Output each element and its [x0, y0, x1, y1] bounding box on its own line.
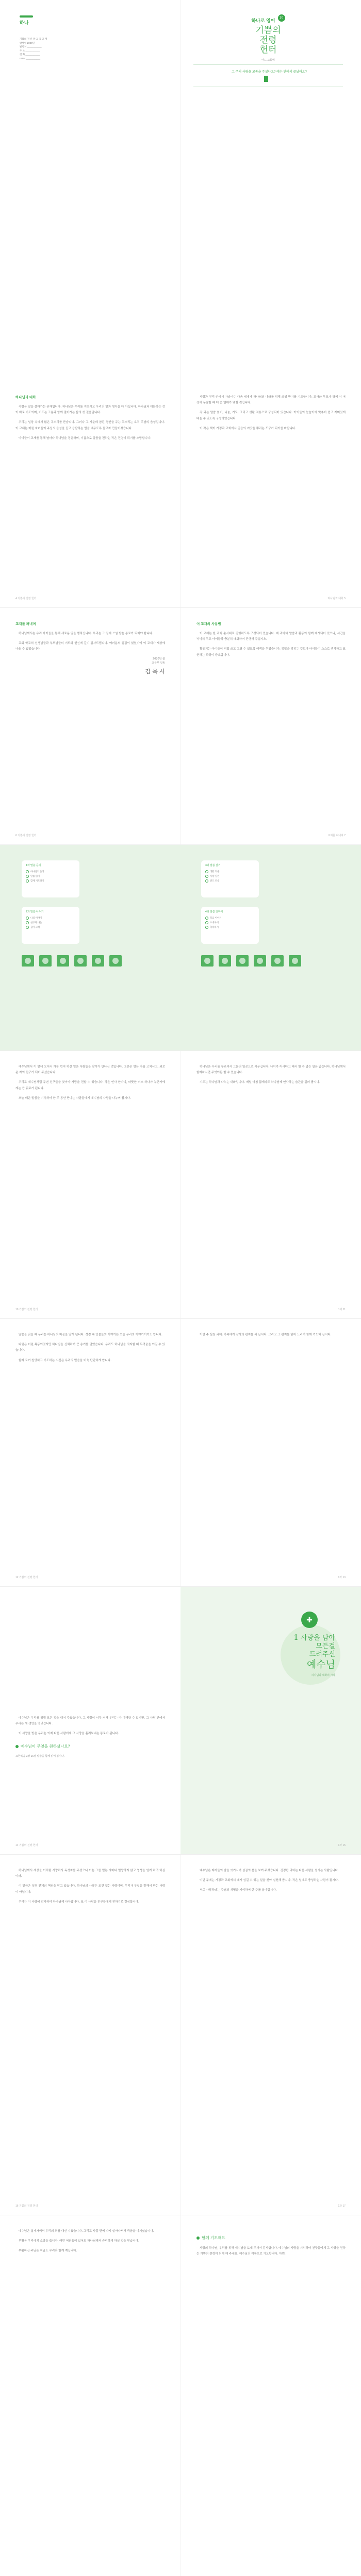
chapter-one-right-page [180, 1051, 361, 1318]
colophon-line: 발행처 ___________ [20, 45, 42, 48]
publisher-logo [20, 15, 38, 31]
page-number: 1과 17 [338, 2205, 346, 2208]
intro-spread [0, 381, 361, 608]
card-item [205, 920, 255, 925]
colophon [20, 37, 87, 61]
paragraph: 하나님은 우리를 부르셔서 그분의 일꾼으로 세우십니다. 나이가 어리다고 해서 할 수 없는 일은 없습니다. 하나님께서 함께하시면 무엇이든 할 수 있습니다. [196, 1065, 346, 1075]
cover-left-page [0, 0, 180, 381]
page-number: 10 기쁨의 전령 헌터 [15, 1308, 38, 1311]
lesson-three-right-page [180, 2215, 361, 2576]
paragraph: 이번 주 실천 과제: 가족에게 감사의 편지를 써 봅시다. 그리고 그 편지를 읽어 드리며 함께 기도해 봅시다. [200, 1333, 332, 1336]
paragraph: 사랑과 진리 안에서 자라나는 다음 세대가 하나님의 나라를 위해 쓰임 받기를 기도합니다. 교사와 부모가 함께 이 여정에 동참할 때 더 큰 열매가 맺힐 것입니다. [196, 396, 346, 405]
card-item-label: 복음 이야기 [210, 917, 222, 919]
card-item [205, 874, 255, 878]
card-item [26, 920, 75, 925]
lesson-left-page [0, 1319, 180, 1586]
bookmark-icon [264, 76, 268, 82]
book-icon [201, 955, 214, 967]
issue-number: 10 [278, 14, 285, 22]
card-item-label: 초대하기 [210, 921, 219, 924]
curriculum-card [22, 907, 79, 944]
people-icon [219, 955, 231, 967]
lesson-two-left-page [0, 1855, 180, 2215]
cross-icon [254, 955, 266, 967]
page-number: 14 기쁨의 전령 헌터 [15, 1844, 38, 1847]
chapter-one-left-page [0, 1051, 180, 1318]
paragraph: 부활은 우리에게 소망을 줍니다. 어떤 어려움이 있어도 하나님께서 승리하게 하실 것을 믿습니다. [19, 2240, 139, 2243]
lesson-question: 예수님이 무엇을 원하셨나요? [15, 1743, 165, 1749]
paragraph: 다윗은 어린 목동이었지만 하나님을 신뢰하여 큰 용기를 얻었습니다. 우리도 하나님을 의지할 때 두려움을 이길 수 있습니다. [15, 1343, 165, 1352]
cover-title [237, 26, 299, 55]
paragraph: 부활하신 주님은 지금도 우리와 함께 계십니다. [19, 2249, 77, 2253]
divider [193, 64, 343, 65]
page-number: 16 기쁨의 전령 헌터 [15, 2205, 38, 2208]
card-item-label: 전도 연습 [210, 879, 220, 882]
lesson-three-spread [0, 2215, 361, 2576]
chapter-subtitle: 하나님과 대화의 시작 [311, 1674, 335, 1677]
chapter-title-spread [0, 1587, 361, 1855]
paragraph: 서로 사랑하라는 주님의 계명을 기억하며 한 주를 살아갑시다. [200, 1889, 277, 1892]
paragraph: 이번 주에는 가정과 교회에서 내가 섬길 수 있는 일을 찾아 실천해 봅시다. 작은 일에도 충성하는 사람이 됩시다. [200, 1879, 339, 1883]
cover-kicker: 하나로 영어 [251, 18, 275, 23]
paragraph: 각 과는 말씀 읽기, 나눔, 기도, 그리고 생활 적용으로 구성되어 있습니다. 아이들의 눈높이에 맞추어 쉽고 재미있게 배울 수 있도록 구성하였습니다. [196, 411, 346, 420]
chapter-two-left-page [0, 1587, 180, 1854]
page-number: 6 기쁨의 전령 헌터 [15, 834, 37, 837]
heart-icon [57, 955, 69, 967]
body-text [15, 1716, 165, 1737]
paragraph: 사람은 말을 살아가는 존재입니다. 하나님은 우리를 지으시고 우리의 말과 생각을 다 아십니다. 하나님과 대화하는 것이 바로 기도이며, 기도는 그분과 함께 걸어가는 삶의 첫 걸음입니다. [15, 405, 165, 415]
signature: 김 목 사 [145, 668, 165, 675]
body-text [196, 395, 346, 432]
cross-icon: ✚ [301, 1612, 318, 1628]
people-icon [39, 955, 52, 967]
card-item-label: 감사 고백 [30, 926, 40, 928]
logo-text: 하나 [20, 20, 29, 25]
curriculum-card [22, 860, 79, 897]
signature-date: 2020년 봄 [153, 657, 165, 660]
prayer-heading: 함께 기도해요 [196, 2235, 346, 2241]
chapter-one-spread [0, 1051, 361, 1319]
body-text [15, 2229, 165, 2255]
cover-title-block [237, 14, 299, 62]
lesson-spread [0, 1319, 361, 1587]
activity-icons-left [22, 955, 122, 967]
book-icon [22, 955, 34, 967]
cover-title-line: 기쁨의 [255, 25, 281, 36]
dove-icon [289, 955, 301, 967]
card-item-label: 하나님의 음성 [30, 870, 44, 873]
cross-icon [74, 955, 87, 967]
card-item-label: 함께 기도하기 [30, 879, 44, 882]
page-number: 1과 13 [338, 1576, 346, 1579]
lesson-three-left-page [0, 2215, 180, 2576]
lesson-two-spread [0, 1855, 361, 2215]
chapter-title-line: 예수님 [306, 1659, 335, 1670]
cover-spread [0, 0, 361, 381]
body-text [196, 1868, 346, 1894]
body-text [15, 1868, 165, 1905]
page-number: 1과 11 [338, 1308, 346, 1311]
chapter-number: 1 [293, 1633, 299, 1642]
card-item [205, 869, 255, 874]
colophon-line: 발행일 2020년 [20, 41, 35, 44]
section-heading: 이 교재의 사용법 [196, 622, 221, 626]
card-title: 4과 말씀 전하기 [205, 910, 223, 913]
paragraph: 이 말씀은 성경 전체의 핵심을 담고 있습니다. 하나님의 사랑은 조건 없는 사랑이며, 우리가 무엇을 잘해서 받는 사랑이 아닙니다. [15, 1885, 165, 1894]
lesson-two-right-page [180, 1855, 361, 2215]
cover-series: 어느 교회에 [261, 59, 275, 62]
card-item-label: 친구와 나눔 [30, 921, 42, 924]
card-item-label: 말씀 읽기 [30, 875, 40, 877]
activity-icons-right [201, 955, 301, 967]
paragraph: 함께 모여 찬양하고 기도하는 시간은 우리의 믿음을 더욱 단단하게 합니다. [19, 1359, 111, 1362]
body-text [15, 404, 165, 442]
body-text [196, 631, 346, 658]
colophon-line: ISBN ___________ [20, 57, 41, 60]
card-title: 1과 말씀 듣기 [26, 864, 41, 867]
card-item [26, 869, 75, 874]
signature-org: 교육부 일동 [152, 661, 165, 665]
paragraph: 활동지는 아이들이 직접 쓰고 그릴 수 있도록 여백을 두었습니다. 정답을 맞히는 것보다 아이들이 스스로 생각하고 표현하는 과정이 중요합니다. [196, 648, 346, 657]
page-number: 12 기쁨의 전령 헌터 [15, 1576, 38, 1579]
paragraph: 우리도 예수님처럼 주변 친구들을 찾아가 사랑을 전할 수 있습니다. 작은 인사 한마디, 따뜻한 미소 하나가 누군가에게는 큰 위로가 됩니다. [15, 1081, 165, 1090]
card-title: 2과 말씀 나누기 [26, 910, 44, 913]
body-text [196, 1064, 346, 1086]
card-item-label: 축복하기 [210, 926, 219, 928]
card-title: 3과 말씀 살기 [205, 864, 221, 867]
section-heading: 교재를 펴내며 [15, 622, 36, 626]
paragraph: 예수님은 십자가에서 우리의 죄를 대신 지셨습니다. 그리고 사흘 만에 다시 살아나셔서 죽음을 이기셨습니다. [19, 2230, 154, 2233]
paragraph: 예수님께서 이 땅에 오셔서 가장 먼저 하신 일은 사람들을 찾아가 만나신 것입니다. 그분은 병든 자를 고치시고, 외로운 자의 친구가 되어 주셨습니다. [15, 1065, 165, 1075]
paragraph: 이 사랑을 받은 우리는 이제 다른 사람에게 그 사랑을 흘려보내는 통로가 됩니다. [19, 1732, 119, 1736]
card-item [205, 925, 255, 929]
preface-left-page [0, 608, 180, 844]
card-item [205, 916, 255, 920]
chapter-title-line: 드려주신 [309, 1651, 335, 1658]
paragraph: 이 교재는 한 과씩 순서대로 진행하도록 구성되어 있습니다. 매 과마다 말씀과 활동이 함께 제시되어 있으니, 시간을 넉넉히 두고 아이들과 충분히 대화하며 진행해 주십시오. [196, 632, 346, 641]
cover-question: 그 주의 사람을 고통을 주셨나요? 예수 안에서 끝났어요? [232, 71, 307, 74]
paragraph: 우리는 이 사랑에 감사하며 하나님께 나아갑니다. 또 이 사랑을 친구들에게 전하기로 결심합니다. [19, 1900, 139, 1904]
paragraph: 말씀을 읽을 때 우리는 하나님의 마음을 알게 됩니다. 성경 속 인물들의 이야기는 오늘 우리의 이야기이기도 합니다. [19, 1333, 162, 1336]
preface-spread [0, 608, 361, 845]
curriculum-spread [0, 845, 361, 1051]
intro-left-page [0, 381, 180, 607]
dove-icon [109, 955, 122, 967]
paragraph: 사랑의 하나님, 우리를 위해 예수님을 보내 주셔서 감사합니다. 예수님의 사랑을 기억하며 친구들에게 그 사랑을 전하는 기쁨의 전령이 되게 해 주세요. 예수님의 이름으로 기도합니다. 아멘. [196, 2247, 346, 2256]
intro-right-page [180, 381, 361, 607]
lesson-right-page [180, 1319, 361, 1586]
paragraph: 아이들이 교재를 통해 날마다 하나님을 경험하며, 기쁨으로 말씀을 전하는 작은 전령이 되기를 소망합니다. [19, 436, 152, 440]
colophon-line: 주 소 ___________ [20, 49, 40, 52]
curriculum-card [201, 860, 259, 897]
card-item-label: 생활 적용 [210, 870, 220, 873]
paragraph: 예수님은 우리를 위해 모든 것을 내어 주셨습니다. 그 사랑이 너무 커서 우리는 다 이해할 수 없지만, 그 사랑 안에서 우리는 새 생명을 얻었습니다. [15, 1717, 165, 1726]
body-text [15, 1332, 165, 1364]
paragraph: 기도는 하나님과 나누는 대화입니다. 매일 아침 짧게라도 하나님께 인사하는 습관을 길러 봅시다. [200, 1081, 320, 1084]
page-number: 교재를 펴내며 7 [327, 834, 346, 837]
colophon-line: 기쁨의 전 신 앙 교 육 교 재 [20, 38, 47, 40]
section-heading: 하나님과 대화 [15, 396, 36, 399]
chapter-title-line: 사랑을 담아 [301, 1634, 335, 1642]
body-text [15, 631, 165, 653]
scripture-reference: 요한복음 3장 16절 말씀을 함께 읽어 봅시다. [15, 1754, 65, 1758]
page-number: 하나님과 대화 5 [327, 597, 346, 600]
body-text [196, 1332, 346, 1338]
page-number: 1과 15 [338, 1844, 346, 1847]
heart-icon [236, 955, 249, 967]
page-number: 4 기쁨의 전령 헌터 [15, 597, 37, 600]
card-item [26, 878, 75, 883]
card-item [205, 878, 255, 883]
card-item [26, 916, 75, 920]
paragraph: 오늘 배운 말씀을 기억하며 한 주 동안 만나는 사람들에게 예수님의 사랑을 나누어 봅시다. [19, 1096, 131, 1100]
body-text [196, 2246, 346, 2257]
chapter-two-right-page [180, 1587, 361, 1854]
cover-title-line: 헌터 [259, 45, 277, 55]
church-icon [92, 955, 104, 967]
paragraph: 이 작은 책이 가정과 교회에서 믿음의 씨앗을 뿌리는 도구가 되기를 바랍니다. [200, 427, 297, 430]
card-item [26, 925, 75, 929]
card-item-label: 나의 이야기 [30, 917, 42, 919]
preface-right-page [180, 608, 361, 844]
paragraph: 우리는 일상 속에서 많은 목소리를 듣습니다. 그러나 그 가운데 참된 평안을 주는 목소리는 오직 주님의 음성입니다. 이 교재는 어린 자녀들이 주님의 음성을 듣고 응답하는 법을 배우도록 돕고자 만들어졌습니다. [15, 421, 165, 430]
paragraph: 하나님께서 세상을 이처럼 사랑하사 독생자를 주셨으니 이는 그를 믿는 자마다 멸망하지 않고 영생을 얻게 하려 하심이라. [15, 1869, 165, 1878]
paragraph: 교회 학교의 선생님들과 부모님들의 기도와 헌신에 깊이 감사드립니다. 여러분의 섬김이 있었기에 이 교재가 세상에 나올 수 있었습니다. [15, 642, 165, 651]
paragraph: 하나님께서는 우리 아이들을 통해 새로운 일을 행하십니다. 우리는 그 일에 쓰임 받는 통로가 되어야 합니다. [19, 632, 153, 635]
colophon-line: 전 화 ___________ [20, 53, 40, 56]
curriculum-card [201, 907, 259, 944]
card-item-label: 사랑 실천 [210, 875, 220, 877]
chapter-title-line: 모든걸 [316, 1642, 335, 1650]
cover-title-line: 전령 [259, 35, 277, 45]
body-text [15, 1064, 165, 1101]
church-icon [271, 955, 284, 967]
card-item [26, 874, 75, 878]
paragraph: 예수님은 제자들의 발을 씻기시며 섬김의 본을 보여 주셨습니다. 진정한 리더는 다른 사람을 섬기는 사람입니다. [200, 1869, 339, 1872]
